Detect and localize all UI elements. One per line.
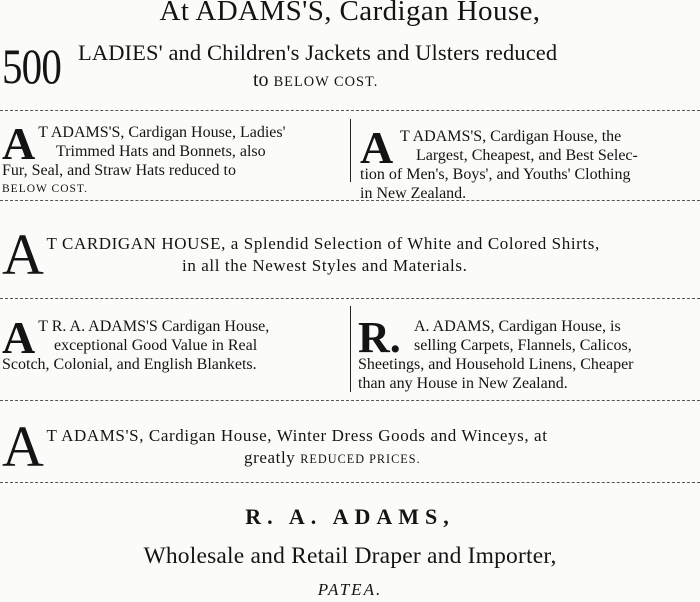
ad-dress-reduced-prices: REDUCED PRICES. [300,452,421,466]
ad-dress-drop-cap: A [2,414,45,479]
ad-hats-drop-cap: A [2,118,36,169]
ad-dress-line: T ADAMS'S, Cardigan House, Winter Dress Goods and Winceys, at [46,426,548,445]
jackets-below-cost-line [253,67,378,95]
ad-carpets-line: Sheetings, and Household Linens, Cheaper [358,356,634,373]
ad-shirts-line: in all the Newest Styles and Materials. [182,256,468,275]
column-divider [350,306,351,392]
jackets-below-cost: BELOW COST. [273,74,379,90]
ad-dress-greatly: greatly [244,448,296,467]
jackets-to-word: to [253,69,269,91]
ad-shirts-line: T CARDIGAN HOUSE, a Splendid Selection of White and Colored Shirts, [46,234,600,253]
ad-blankets-line: T R. A. ADAMS'S Cardigan House, [38,318,270,335]
ad-blankets [2,312,344,374]
column-divider [350,119,351,182]
merchant-place: PATEA. [317,580,383,599]
ad-clothing-line: in New Zealand. [360,185,467,202]
ad-shirts [2,222,700,287]
ad-clothing-line: Largest, Cheapest, and Best Selec- [416,147,638,164]
ad-clothing [360,122,698,203]
ad-blankets-drop-cap: A [2,312,36,363]
ad-blankets-line: exceptional Good Value in Real [54,337,258,354]
jackets-lead-line: LADIES' and Children's Jackets and Ulsters reduced [78,40,558,65]
ad-clothing-drop-cap: A [360,122,394,173]
ad-hats-line: T ADAMS'S, Cardigan House, Ladies' [38,124,286,141]
ad-carpets-line: than any House in New Zealand. [358,375,568,392]
ad-hats-line: Fur, Seal, and Straw Hats reduced to [2,162,236,179]
ad-shirts-drop-cap: A [2,222,45,287]
ad-hats-line: Trimmed Hats and Bonnets, also [56,143,266,160]
divider-rule [0,400,700,401]
ad-clothing-line: T ADAMS'S, Cardigan House, the [400,128,622,145]
divider-rule [0,482,700,483]
ad-hats [2,118,344,199]
ad-carpets [358,313,698,393]
ad-blankets-line: Scotch, Colonial, and English Blankets. [2,356,257,373]
headline: At ADAMS'S, Cardigan House, [159,0,541,27]
ad-carpets-line: selling Carpets, Flannels, Calicos, [414,337,632,354]
divider-rule [0,110,700,111]
ad-hats-below-cost: BELOW COST. [2,183,88,195]
ad-dress-line [2,447,700,470]
ad-carpets-line: A. ADAMS, Cardigan House, is [414,318,621,335]
ad-carpets-drop-cap: R. [358,313,401,362]
ad-clothing-line: tion of Men's, Boys', and Youths' Clothing [360,166,631,183]
ad-dress-goods [2,414,700,479]
merchant-description: Wholesale and Retail Draper and Importer, [143,543,557,569]
divider-rule [0,298,700,299]
jackets-quantity: 500 [2,38,62,94]
merchant-name: R. A. ADAMS, [245,504,455,529]
divider-rule [0,200,700,201]
